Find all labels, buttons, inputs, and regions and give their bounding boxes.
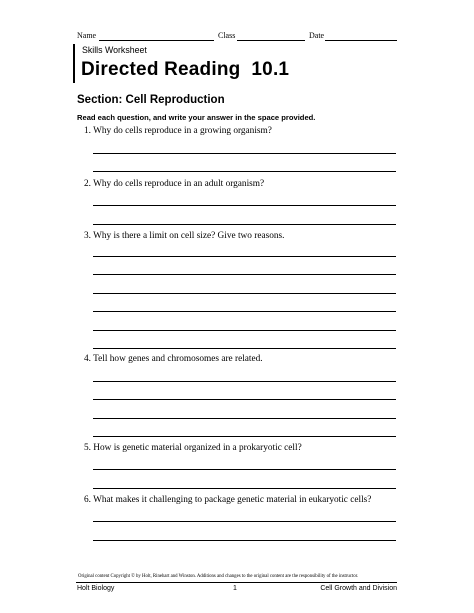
date-label: Date <box>309 31 325 40</box>
answer-line[interactable] <box>93 488 396 489</box>
footer-divider <box>76 582 397 583</box>
question-3: 3. Why is there a limit on cell size? Give two reasons. <box>84 231 285 241</box>
answer-line[interactable] <box>93 469 396 470</box>
question-4: 4. Tell how genes and chromosomes are related. <box>84 354 263 364</box>
copyright-notice: Original content Copyright © by Holt, Rinehart and Winston. Additions and changes to the original content are the responsibility of the instructor. <box>78 574 359 579</box>
instructions: Read each question, and write your answer in the space provided. <box>77 113 316 122</box>
title-bar-divider <box>73 44 75 83</box>
question-2: 2. Why do cells reproduce in an adult organism? <box>84 179 265 189</box>
answer-line[interactable] <box>93 348 396 349</box>
question-5: 5. How is genetic material organized in a prokaryotic cell? <box>84 443 302 453</box>
date-field[interactable] <box>325 40 397 41</box>
answer-line[interactable] <box>93 399 396 400</box>
answer-line[interactable] <box>93 540 396 541</box>
name-field[interactable] <box>99 40 214 41</box>
answer-line[interactable] <box>93 171 396 172</box>
class-label: Class <box>218 31 236 40</box>
page-title: Directed Reading 10.1 <box>81 59 290 80</box>
page-number: 1 <box>233 585 237 592</box>
answer-line[interactable] <box>93 311 396 312</box>
student-info-header <box>77 31 397 43</box>
class-field[interactable] <box>237 40 305 41</box>
publisher-label: Holt Biology <box>77 585 115 592</box>
name-label: Name <box>77 31 97 40</box>
answer-line[interactable] <box>93 418 396 419</box>
answer-line[interactable] <box>93 381 396 382</box>
question-1: 1. Why do cells reproduce in a growing organism? <box>84 126 272 136</box>
chapter-label: Cell Growth and Division <box>320 585 397 592</box>
answer-line[interactable] <box>93 205 396 206</box>
section-title: Section: Cell Reproduction <box>77 94 225 106</box>
answer-line[interactable] <box>93 153 396 154</box>
answer-line[interactable] <box>93 224 396 225</box>
answer-line[interactable] <box>93 521 396 522</box>
worksheet-type-label: Skills Worksheet <box>82 45 147 55</box>
answer-line[interactable] <box>93 436 396 437</box>
answer-line[interactable] <box>93 293 396 294</box>
answer-line[interactable] <box>93 330 396 331</box>
answer-line[interactable] <box>93 274 396 275</box>
question-6: 6. What makes it challenging to package genetic material in eukaryotic cells? <box>84 495 372 505</box>
answer-line[interactable] <box>93 256 396 257</box>
